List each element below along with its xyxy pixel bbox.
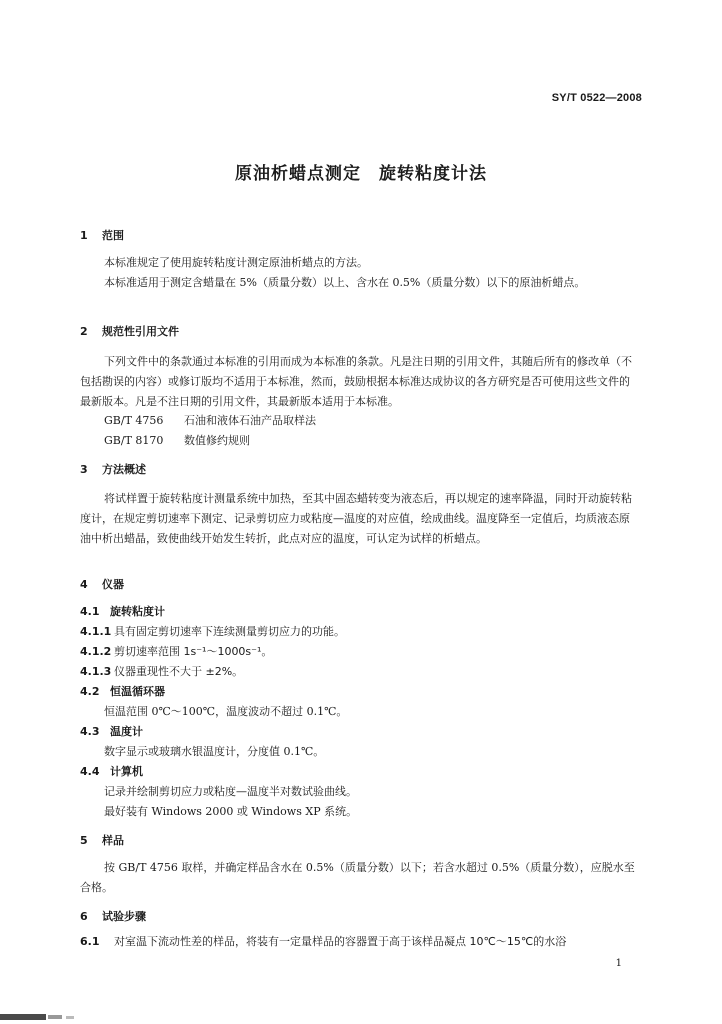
subsection-4-2-heading: 4.2 恒温循环器 — [80, 685, 165, 698]
clause-4-1-2: 4.1.2 剪切速率范围 1s⁻¹～1000s⁻¹。 — [80, 645, 273, 658]
subsection-4-2-text: 恒温范围 0℃～100℃，温度波动不超过 0.1℃。 — [104, 705, 348, 718]
section-3-heading: 3 方法概述 — [80, 463, 146, 476]
reference-item: GB/T 8170 数值修约规则 — [104, 434, 250, 447]
section-5-heading: 5 样品 — [80, 834, 124, 847]
section-5-paragraph-1: 按 GB/T 4756 取样，并确定样品含水在 0.5%（质量分数）以下；若含水超过 0.5%（质量分数），应脱水至合格。 — [80, 861, 635, 894]
title-method: 旋转粘度计法 — [379, 164, 487, 184]
section-1-paragraph-2: 本标准适用于测定含蜡量在 5%（质量分数）以上、含水在 0.5%（质量分数）以下的原油析蜡点。 — [104, 276, 586, 289]
standard-code: SY/T 0522—2008 — [551, 92, 642, 104]
subsection-4-3-text: 数字显示或玻璃水银温度计，分度值 0.1℃。 — [104, 745, 325, 758]
section-6-heading: 6 试验步骤 — [80, 910, 146, 923]
section-2-paragraph-1: 下列文件中的条款通过本标准的引用而成为本标准的条款。凡是注日期的引用文件，其随后所有的修改单（不包括勘误的内容）或修订版均不适用于本标准，然而，鼓励根据本标准达成协议的各方研究是否可使用这些文件的最新版本。凡是不注日期的引用文件，其最新版本适用于本标准。 — [80, 355, 632, 408]
reference-item: GB/T 4756 石油和液体石油产品取样法 — [104, 414, 316, 427]
section-1-paragraph-1: 本标准规定了使用旋转粘度计测定原油析蜡点的方法。 — [104, 256, 368, 269]
subsection-4-4-text-1: 记录并绘制剪切应力或粘度—温度半对数试验曲线。 — [104, 785, 357, 798]
section-2-heading: 2 规范性引用文件 — [80, 325, 179, 338]
page-number: 1 — [615, 958, 622, 969]
section-1-heading: 1 范围 — [80, 229, 124, 242]
subsection-4-1-heading: 4.1 旋转粘度计 — [80, 605, 165, 618]
section-3-paragraph-1: 将试样置于旋转粘度计测量系统中加热，至其中固态蜡转变为液态后，再以规定的速率降温，同时开动旋转粘度计，在规定剪切速率下测定、记录剪切应力或粘度—温度的对应值，绘成曲线。温度降至一定值后，均质液态原油中析出蜡晶，致使曲线开始发生转折，此点对应的温度，可认定为试样的析蜡点。 — [80, 492, 632, 545]
title-main: 原油析蜡点测定 — [235, 164, 361, 184]
clause-4-1-1: 4.1.1 具有固定剪切速率下连续测量剪切应力的功能。 — [80, 625, 345, 638]
document-title — [0, 159, 722, 184]
subsection-4-3-heading: 4.3 温度计 — [80, 725, 143, 738]
section-4-heading: 4 仪器 — [80, 578, 124, 591]
subsection-4-4-heading: 4.4 计算机 — [80, 765, 143, 778]
clause-6-1: 6.1 对室温下流动性差的样品，将装有一定量样品的容器置于高于该样品凝点 10℃～15℃的水浴 — [80, 935, 567, 948]
subsection-4-4-text-2: 最好装有 Windows 2000 或 Windows XP 系统。 — [104, 805, 358, 818]
scan-artifact — [0, 1010, 100, 1022]
clause-4-1-3: 4.1.3 仪器重现性不大于 ±2%。 — [80, 665, 244, 678]
